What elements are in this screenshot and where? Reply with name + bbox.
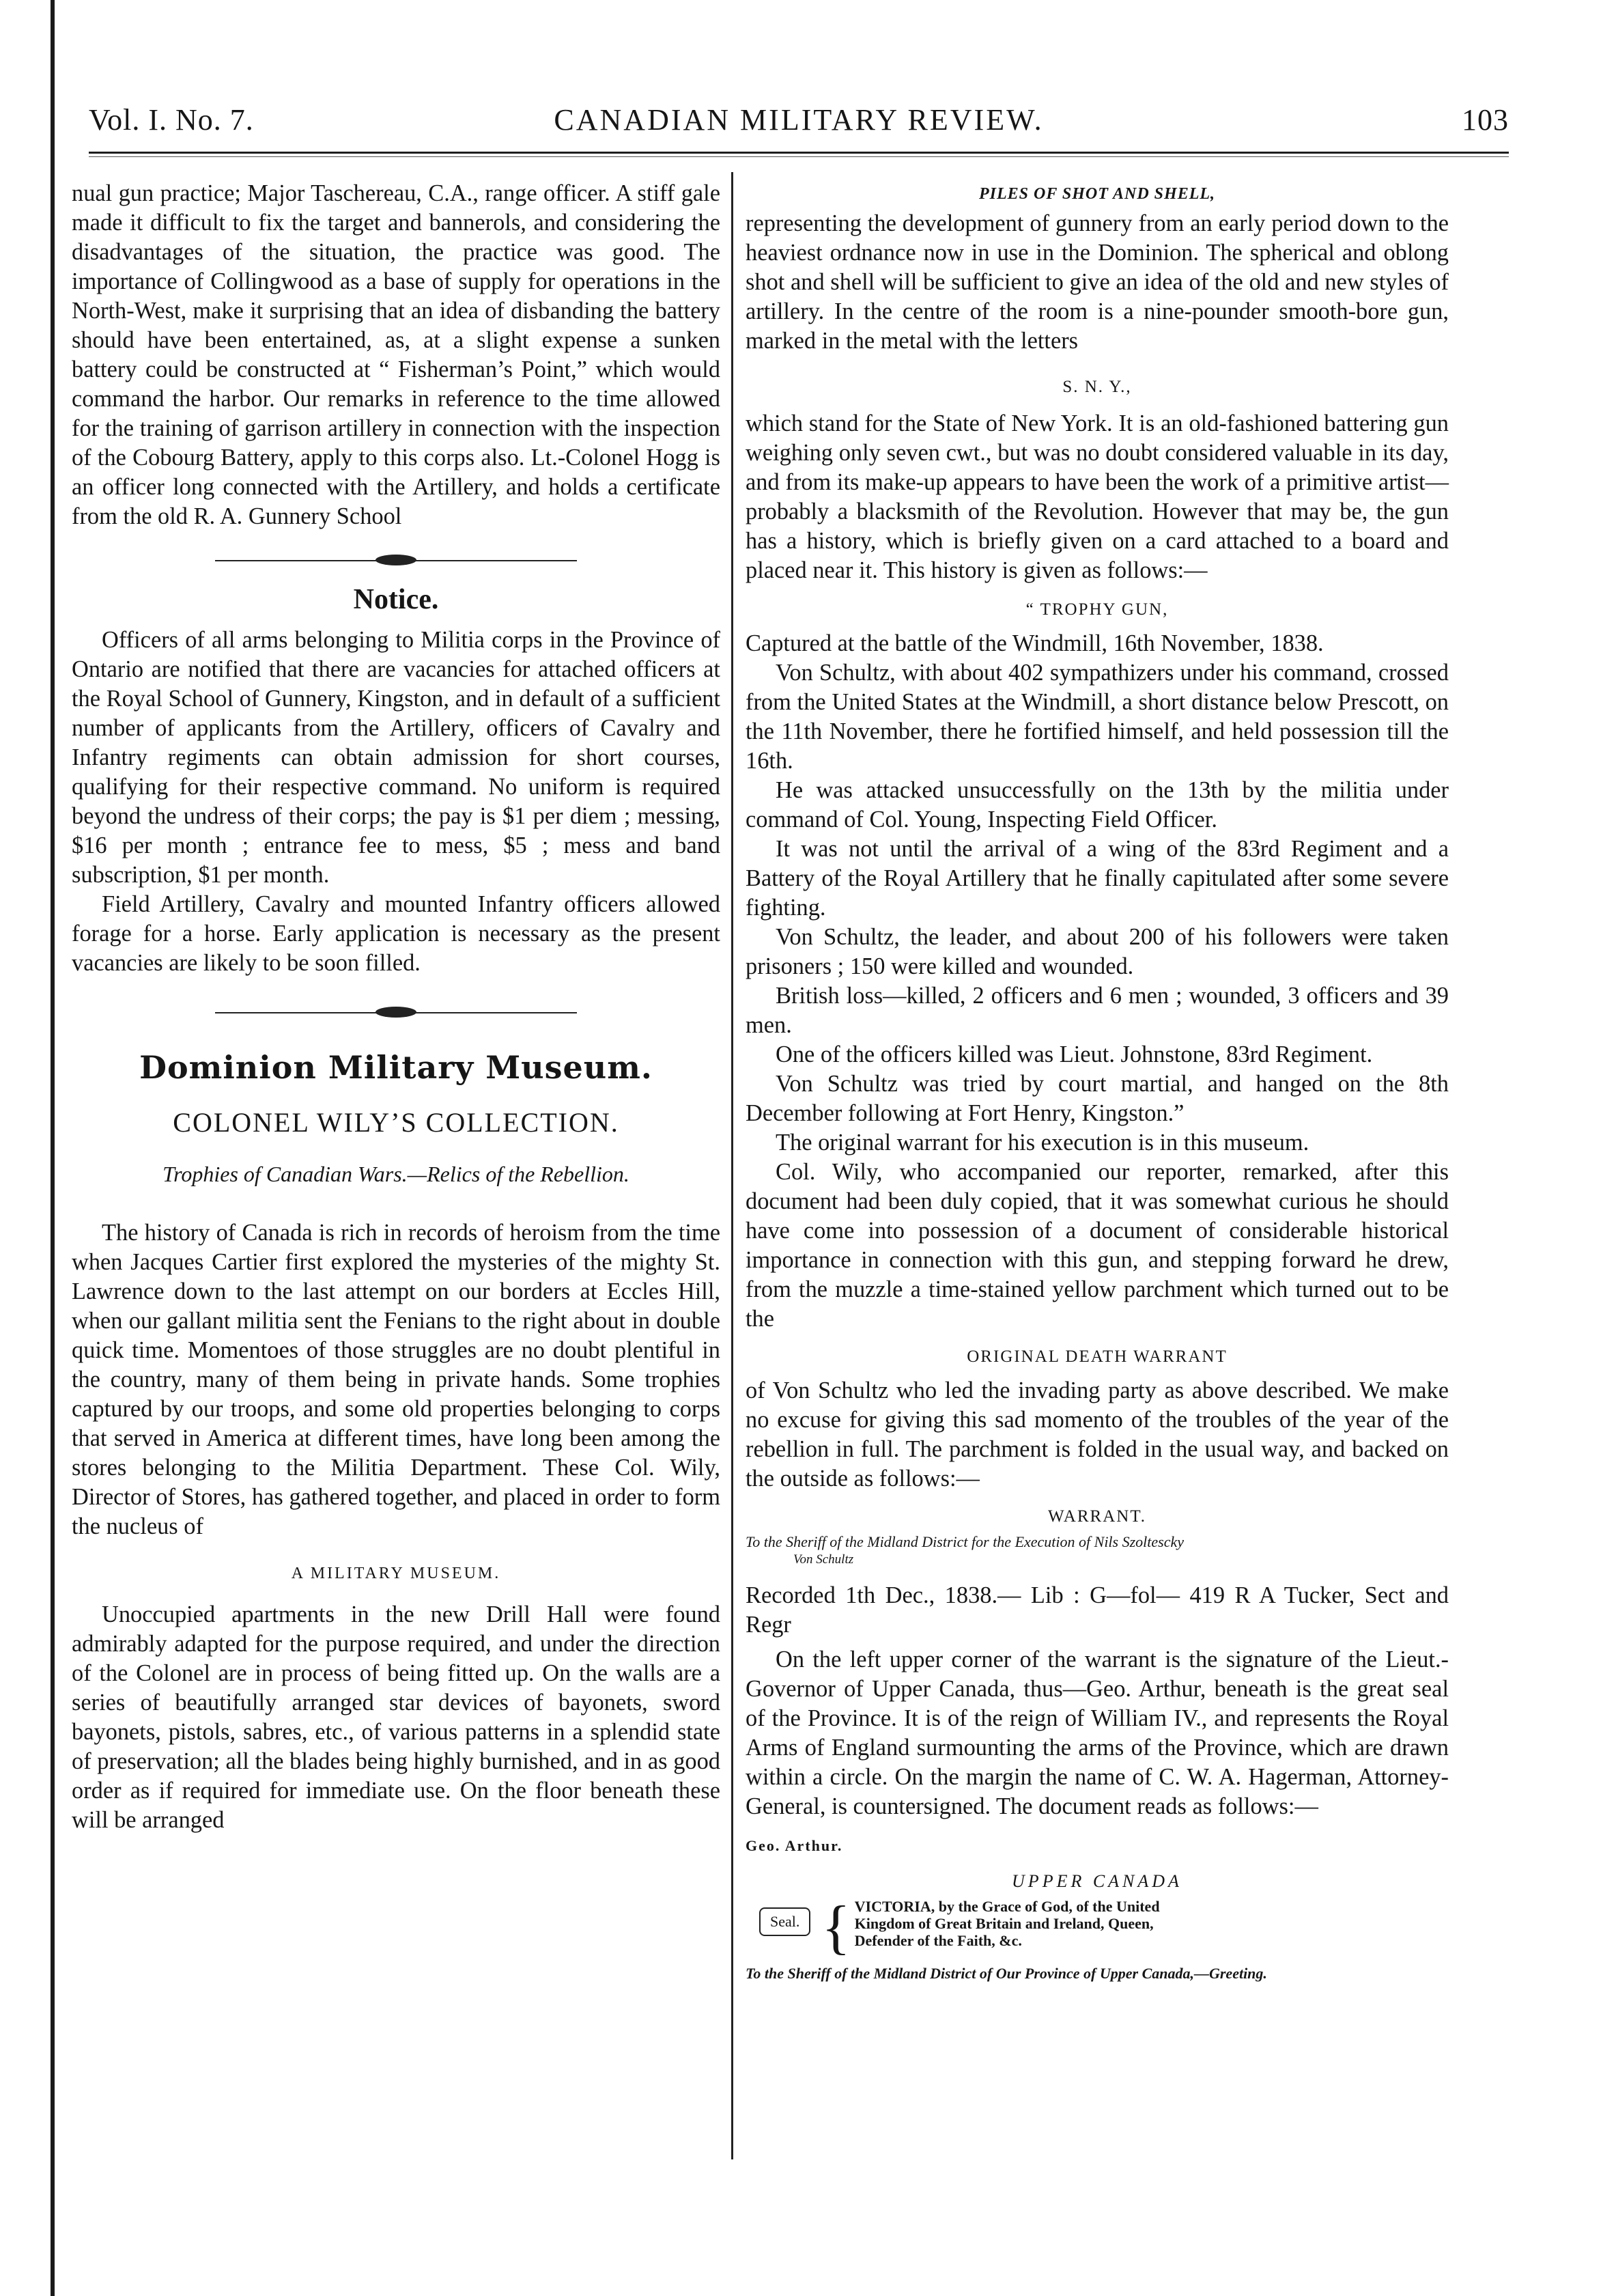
- royal-style-line: Defender of the Faith, &c.: [854, 1932, 1022, 1949]
- signature-paragraph: On the left upper corner of the warrant is the signature of the Lieut.-Governor of Upper Canada, thus—Geo. Arthur, beneath is the great seal of the Province. It is of the reign of William IV., and represents the Royal Arms of England surmounting the arms of the Province, which are drawn within a circle. On the margin the name of C. W. A. Hagerman, Attorney-General, is countersigned. The document reads as follows:—: [746, 1647, 1449, 1819]
- death-warrant-heading: ORIGINAL DEATH WARRANT: [967, 1347, 1228, 1366]
- trophy-paragraph: It was not until the arrival of a wing of the 83rd Regiment and a Battery of the Royal Artillery that he finally capitulated after some severe fighting.: [746, 836, 1449, 921]
- page-number: 103: [1462, 103, 1509, 137]
- piles-heading: PILES OF SHOT AND SHELL,: [978, 185, 1216, 203]
- trophy-paragraph: Von Schultz was tried by court martial, and hanged on the 8th December following at Fort Henry, Kingston.”: [746, 1071, 1449, 1126]
- header-rule: [89, 152, 1509, 157]
- trophy-caption: Captured at the battle of the Windmill, 16th November, 1838.: [746, 630, 1324, 656]
- greeting-line: To the Sheriff of the Midland District of Our Province of Upper Canada,—Greeting.: [746, 1965, 1267, 1982]
- warrant-paragraph: The original warrant for his execution is in this museum.: [776, 1130, 1309, 1156]
- reporter-paragraph: Col. Wily, who accompanied our reporter, remarked, after this document had been duly copied, that it was somewhat curious he should have come into possession of a document of considerable historical importance in connection with this gun, and stepping forward he drew, from the muzzle a time-stained yellow parchment which turned out to be the: [746, 1159, 1449, 1332]
- right-column: [746, 179, 1449, 1983]
- seal-block: [746, 1894, 1449, 1961]
- binding-edge: [51, 0, 55, 2296]
- brace-glyph: {: [821, 1894, 851, 1961]
- royal-style-line: Kingdom of Great Britain and Ireland, Queen,: [854, 1915, 1154, 1932]
- running-head: [89, 102, 1509, 143]
- left-column: [72, 179, 720, 1835]
- trophy-paragraph: Von Schultz, the leader, and about 200 of his followers were taken prisoners ; 150 were killed and wounded.: [746, 924, 1449, 979]
- royal-style: [855, 1898, 1160, 1949]
- military-museum-heading: A MILITARY MUSEUM.: [291, 1565, 501, 1582]
- trophy-paragraph: He was attacked unsuccessfully on the 13th by the militia under command of Col. Young, Inspecting Field Officer.: [746, 777, 1449, 832]
- collection-subheading: Trophies of Canadian Wars.—Relics of the Rebellion.: [162, 1162, 629, 1186]
- history-paragraph: The history of Canada is rich in records of heroism from the time when Jacques Cartier first explored the mysteries of the mighty St. Lawrence down to the last attempt on our borders at Eccles Hill, when our gallant militia sent the Fenians to the right about in double quick time. Momentoes of those struggles are no doubt plentiful in the country, many of them being in private hands. Some trophies captured by our troops, and some old properties belonging to corps that served in America at different times, have long been among the stores belonging to the Militia Department. These Col. Wily, Director of Stores, has gathered together, and placed in order to form the nucleus of: [72, 1220, 720, 1539]
- signer-name: Geo. Arthur.: [746, 1837, 843, 1854]
- column-rule: [731, 172, 733, 2159]
- trophy-gun-heading: “ TROPHY GUN,: [1025, 600, 1169, 619]
- ornamental-divider: [72, 546, 720, 575]
- sny-heading: S. N. Y.,: [1062, 378, 1132, 396]
- warrant-address-name: Von Schultz: [793, 1552, 854, 1567]
- museum-heading: Dominion Military Museum.: [139, 1049, 653, 1086]
- ornamental-divider: [72, 998, 720, 1027]
- notice-paragraph: Officers of all arms belonging to Militia corps in the Province of Ontario are notified that there are vacancies for attached officers at the Royal School of Gunnery, Kingston, and in default of a sufficient number of applicants from the Artillery, officers of Cavalry and Infantry regiments can obtain admission for short courses, qualifying for their respective command. No uniform is required beyond the undress of their corps; the pay is $1 per diem ; messing, $16 per month ; entrance fee to mess, $5 ; mess and band subscription, $1 per month.: [72, 627, 720, 888]
- volume-number: Vol. I. No. 7.: [89, 103, 254, 137]
- province-heading: UPPER CANADA: [1012, 1871, 1182, 1891]
- notice-paragraph-forage: Field Artillery, Cavalry and mounted Infantry officers allowed forage for a horse. Early application is necessary as the present vacancies are likely to be soon filled.: [72, 891, 720, 976]
- sny-paragraph: which stand for the State of New York. It is an old-fashioned battering gun weighing only seven cwt., but was no doubt considered valuable in its day, and from its make-up appears to have been the work of a primitive artist—probably a blacksmith of the Revolution. However that may be, the gun has a history, which is briefly given on a card attached to a board and placed near it. This history is given as follows:—: [746, 410, 1449, 583]
- recorded-line: Recorded 1th Dec., 1838.— Lib : G—fol— 419 R A Tucker, Sect and Regr: [746, 1582, 1449, 1638]
- museum-paragraph: Unoccupied apartments in the new Drill Hall were found admirably adapted for the purpose required, and under the direction of the Colonel are in process of being fitted up. On the walls are a series of beautifully arranged star devices of bayonets, sword bayonets, pistols, sabres, etc., of various patterns in a splendid state of preservation; all the blades being highly burnished, and in as good order as if required for immediate use. On the floor beneath these will be arranged: [72, 1601, 720, 1833]
- piles-paragraph: representing the development of gunnery from an early period down to the heaviest ordnance now in use in the Dominion. The spherical and oblong shot and shell will be sufficient to give an idea of the old and new styles of artillery. In the centre of the room is a nine-pounder smooth-bore gun, marked in the metal with the letters: [746, 210, 1449, 354]
- notice-heading: Notice.: [353, 584, 439, 615]
- trophy-paragraph: Von Schultz, with about 402 sympathizers under his command, crossed from the United States at the Windmill, a short distance below Prescott, on the 11th November, there he fortified himself, and held possession till the 16th.: [746, 660, 1449, 774]
- trophy-paragraph: One of the officers killed was Lieut. Johnstone, 83rd Regiment.: [776, 1041, 1373, 1067]
- warrant-heading: WARRANT.: [1047, 1507, 1146, 1526]
- collection-heading: COLONEL WILY’S COLLECTION.: [173, 1107, 619, 1138]
- seal-label: Seal.: [759, 1907, 810, 1936]
- death-warrant-paragraph: of Von Schultz who led the invading party as above described. We make no excuse for giving this sad momento of the troubles of the year of the rebellion in full. The parchment is folded in the usual way, and backed on the outside as follows:—: [746, 1377, 1449, 1492]
- artillery-paragraph: nual gun practice; Major Taschereau, C.A., range officer. A stiff gale made it difficult to fix the target and bannerols, and considering the disadvantages of the situation, the practice was good. The importance of Collingwood as a base of supply for operations in the North-West, make it surprising that an idea of disbanding the battery should have been entertained, as, at a slight expense a sunken battery could be constructed at “ Fisherman’s Point,” which would command the harbor. Our remarks in reference to the time allowed for the training of garrison artillery in connection with the inspection of the Cobourg Battery, apply to this corps also. Lt.-Colonel Hogg is an officer long connected with the Artillery, and holds a certificate from the old R. A. Gunnery School: [72, 180, 720, 529]
- publication-title: CANADIAN MILITARY REVIEW.: [554, 103, 1044, 137]
- trophy-paragraph: British loss—killed, 2 officers and 6 men ; wounded, 3 officers and 39 men.: [746, 983, 1449, 1038]
- royal-style-line: VICTORIA, by the Grace of God, of the United: [854, 1898, 1160, 1915]
- warrant-address-line: To the Sheriff of the Midland District for the Execution of Nils Szoltescky: [746, 1533, 1185, 1550]
- warrant-address: [746, 1533, 1449, 1569]
